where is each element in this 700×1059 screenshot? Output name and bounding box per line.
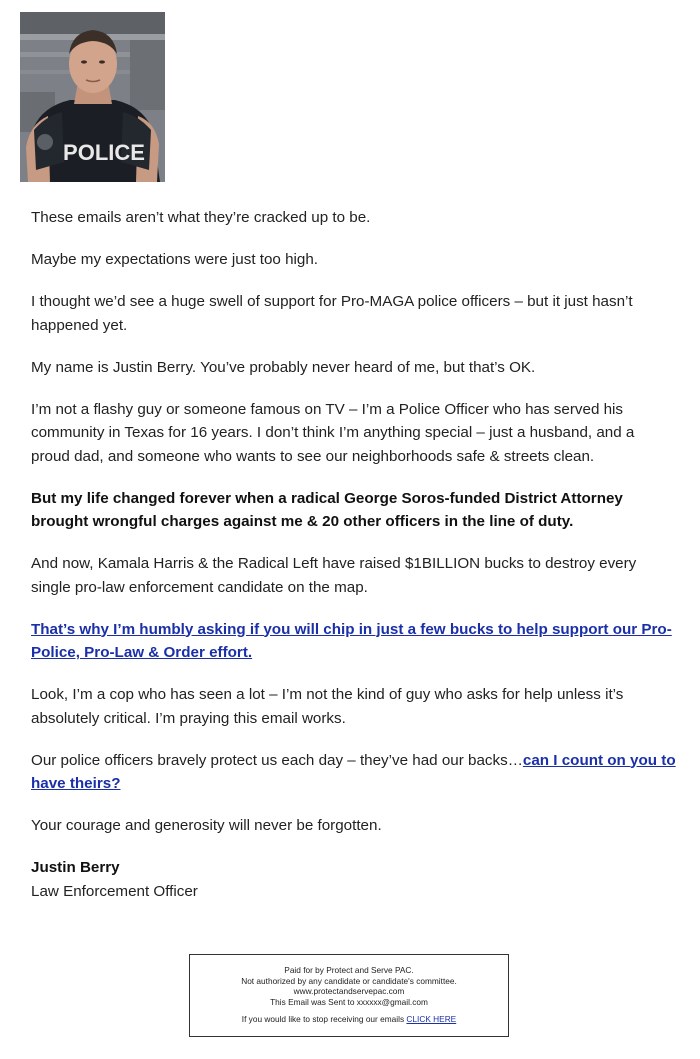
paragraph-donate-ask: [31, 618, 676, 665]
email-body: [31, 206, 676, 922]
footer-paid-for: Paid for by Protect and Serve PAC.: [284, 965, 414, 975]
footer-not-authorized: Not authorized by any candidate or candidate's committee.: [241, 975, 457, 986]
signature-name: Justin Berry: [31, 859, 120, 876]
unsubscribe-link[interactable]: CLICK HERE: [406, 1014, 457, 1025]
footer-sent-to: This Email was Sent to xxxxxx@gmail.com: [270, 996, 428, 1007]
author-photo: [20, 12, 165, 182]
footer-website: www.protectandservepac.com: [293, 986, 405, 997]
paragraph-backs: [31, 749, 676, 796]
signature-title: Law Enforcement Officer: [31, 882, 198, 900]
paragraph-support: I thought we’d see a huge swell of support for Pro-MAGA police officers – but it just hasn’t happened yet.: [31, 293, 633, 334]
paragraph-closing: Your courage and generosity will never be forgotten.: [31, 817, 382, 834]
paragraph-background: I’m not a flashy guy or someone famous on TV – I’m a Police Officer who has served his community in Texas for 16 years. I don’t think I’m anything special – just a husband, and a proud dad, and someone who wants to see our neighborhoods safe & streets clean.: [31, 400, 635, 465]
paragraph-intro: These emails aren’t what they’re cracked up to be.: [31, 209, 371, 226]
paragraph-plea: Look, I’m a cop who has seen a lot – I’m not the kind of guy who asks for help unless it’s absolutely critical. I’m praying this email works.: [31, 686, 624, 727]
paragraph-opposition: And now, Kamala Harris & the Radical Left have raised $1BILLION bucks to destroy every single pro-law enforcement candidate on the map.: [31, 555, 637, 596]
svg-text:POLICE: POLICE: [63, 140, 145, 165]
paragraph-name: My name is Justin Berry. You’ve probably never heard of me, but that’s OK.: [31, 358, 536, 376]
police-officer-photo-icon: [20, 12, 165, 182]
signature: [31, 856, 676, 903]
unsubscribe-text: If you would like to stop receiving our emails: [241, 1014, 405, 1025]
paragraph-charges: But my life changed forever when a radical George Soros-funded District Attorney brought wrongful charges against me & 20 other officers in the line of duty.: [31, 489, 623, 530]
footer-unsubscribe: [190, 1014, 508, 1025]
backs-text: Our police officers bravely protect us each day – they’ve had our backs…: [31, 751, 523, 769]
footer-disclaimer: [189, 954, 509, 1037]
paragraph-expectations: Maybe my expectations were just too high.: [31, 251, 319, 268]
donate-link[interactable]: That’s why I’m humbly asking if you will chip in just a few bucks to help support our Pro-Police, Pro-Law & Order effort.: [31, 620, 672, 661]
count-on-you-link[interactable]: can I count on you to have theirs?: [31, 751, 676, 792]
